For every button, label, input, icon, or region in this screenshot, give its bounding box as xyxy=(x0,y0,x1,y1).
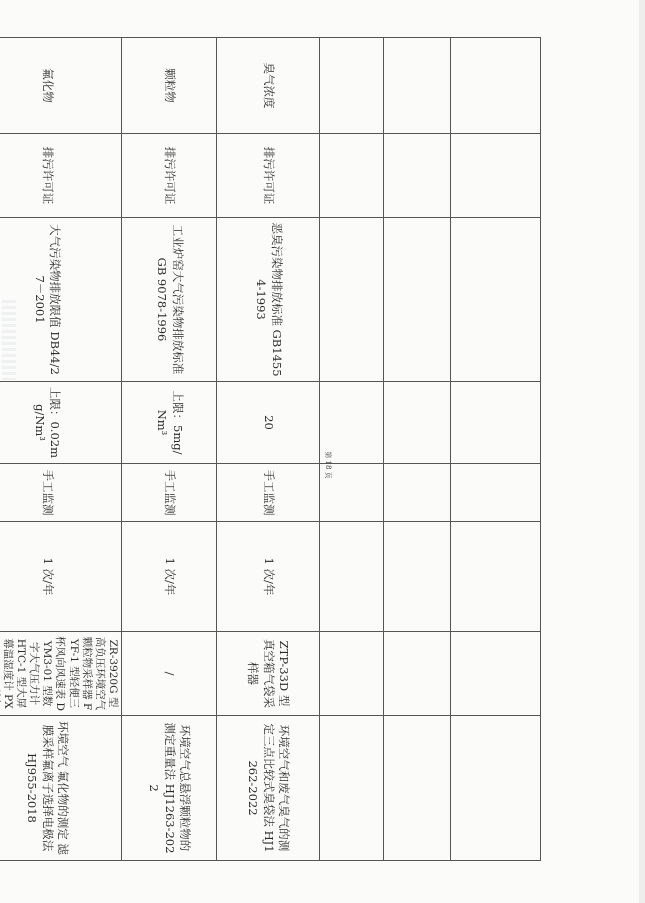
cell-analysis xyxy=(384,716,451,861)
cell-standard: 大气污染物排放限值 DB44/27－2001 xyxy=(0,218,122,382)
cell-analysis xyxy=(320,716,384,861)
cell-permit: 排污许可证 xyxy=(0,134,122,218)
cell-permit: 排污许可证 xyxy=(122,134,217,218)
cell-limit: 20 xyxy=(217,382,320,464)
cell-method-type: 手工监测 xyxy=(0,464,122,522)
cell-analysis: 环境空气 氟化物的测定 滤膜采样氟离子选择电极法 HJ955-2018 xyxy=(0,716,122,861)
page-footer xyxy=(318,446,338,486)
cell-permit: 排污许可证 xyxy=(217,134,320,218)
cell-frequency: 1 次/年 xyxy=(122,522,217,632)
limit-text: 上限：5mg/Nm³ xyxy=(155,390,185,455)
cell-pollutant: 臭气浓度 xyxy=(217,38,320,134)
cell-limit xyxy=(384,382,451,464)
cell-frequency xyxy=(320,522,384,632)
cell-method-type: 手工监测 xyxy=(217,464,320,522)
cell-frequency xyxy=(384,522,451,632)
rotated-monitoring-table xyxy=(2,37,541,860)
cell-equipment: ZR-3920G 型高负压环境空气颗粒物采样器 FYF-1 型轻便三杯风向风速表 DYM3-01 型数字大气压力计 HTC-1 型大屏幕温湿度计 PX xyxy=(0,632,122,716)
cell-method-type: 手工监测 xyxy=(122,464,217,522)
cell-analysis xyxy=(451,716,541,861)
cell-pollutant xyxy=(451,38,541,134)
cell-analysis: 环境空气总悬浮颗粒物的测定重量法 HJ1263-2022 xyxy=(122,716,217,861)
cell-limit xyxy=(122,382,217,464)
cell-limit xyxy=(451,382,541,464)
page-number: 第 18 页 xyxy=(324,451,332,479)
cell-equipment: ZTP-33D 型真空箱气袋采样器 xyxy=(217,632,320,716)
table-row xyxy=(0,38,122,861)
cell-permit xyxy=(451,134,541,218)
cell-pollutant: 颗粒物 xyxy=(122,38,217,134)
cell-frequency: 1 次/年 xyxy=(0,522,122,632)
table-row xyxy=(122,38,217,861)
cell-frequency: 1 次/年 xyxy=(217,522,320,632)
cell-method-type xyxy=(451,464,541,522)
cell-equipment xyxy=(320,632,384,716)
cell-analysis: 环境空气和废气臭气的测定三点比较式臭袋法 HJ1262-2022 xyxy=(217,716,320,861)
cell-pollutant xyxy=(320,38,384,134)
monitoring-table xyxy=(0,37,541,861)
cell-permit xyxy=(384,134,451,218)
table-row xyxy=(451,38,541,861)
cell-pollutant xyxy=(384,38,451,134)
cell-method-type xyxy=(384,464,451,522)
cell-standard xyxy=(384,218,451,382)
cell-equipment xyxy=(384,632,451,716)
cell-standard xyxy=(451,218,541,382)
cell-limit: 上限：0.02mg/Nm³ xyxy=(0,382,122,464)
cell-permit xyxy=(320,134,384,218)
cell-pollutant: 氟化物 xyxy=(0,38,122,134)
cell-equipment: / xyxy=(122,632,217,716)
table-row xyxy=(384,38,451,861)
cell-standard: 恶臭污染物排放标准 GB14554-1993 xyxy=(217,218,320,382)
cell-standard: 工业炉窑大气污染物排放标准 GB 9078-1996 xyxy=(122,218,217,382)
cell-frequency xyxy=(451,522,541,632)
cell-standard xyxy=(320,218,384,382)
cell-equipment xyxy=(451,632,541,716)
table-row xyxy=(217,38,320,861)
